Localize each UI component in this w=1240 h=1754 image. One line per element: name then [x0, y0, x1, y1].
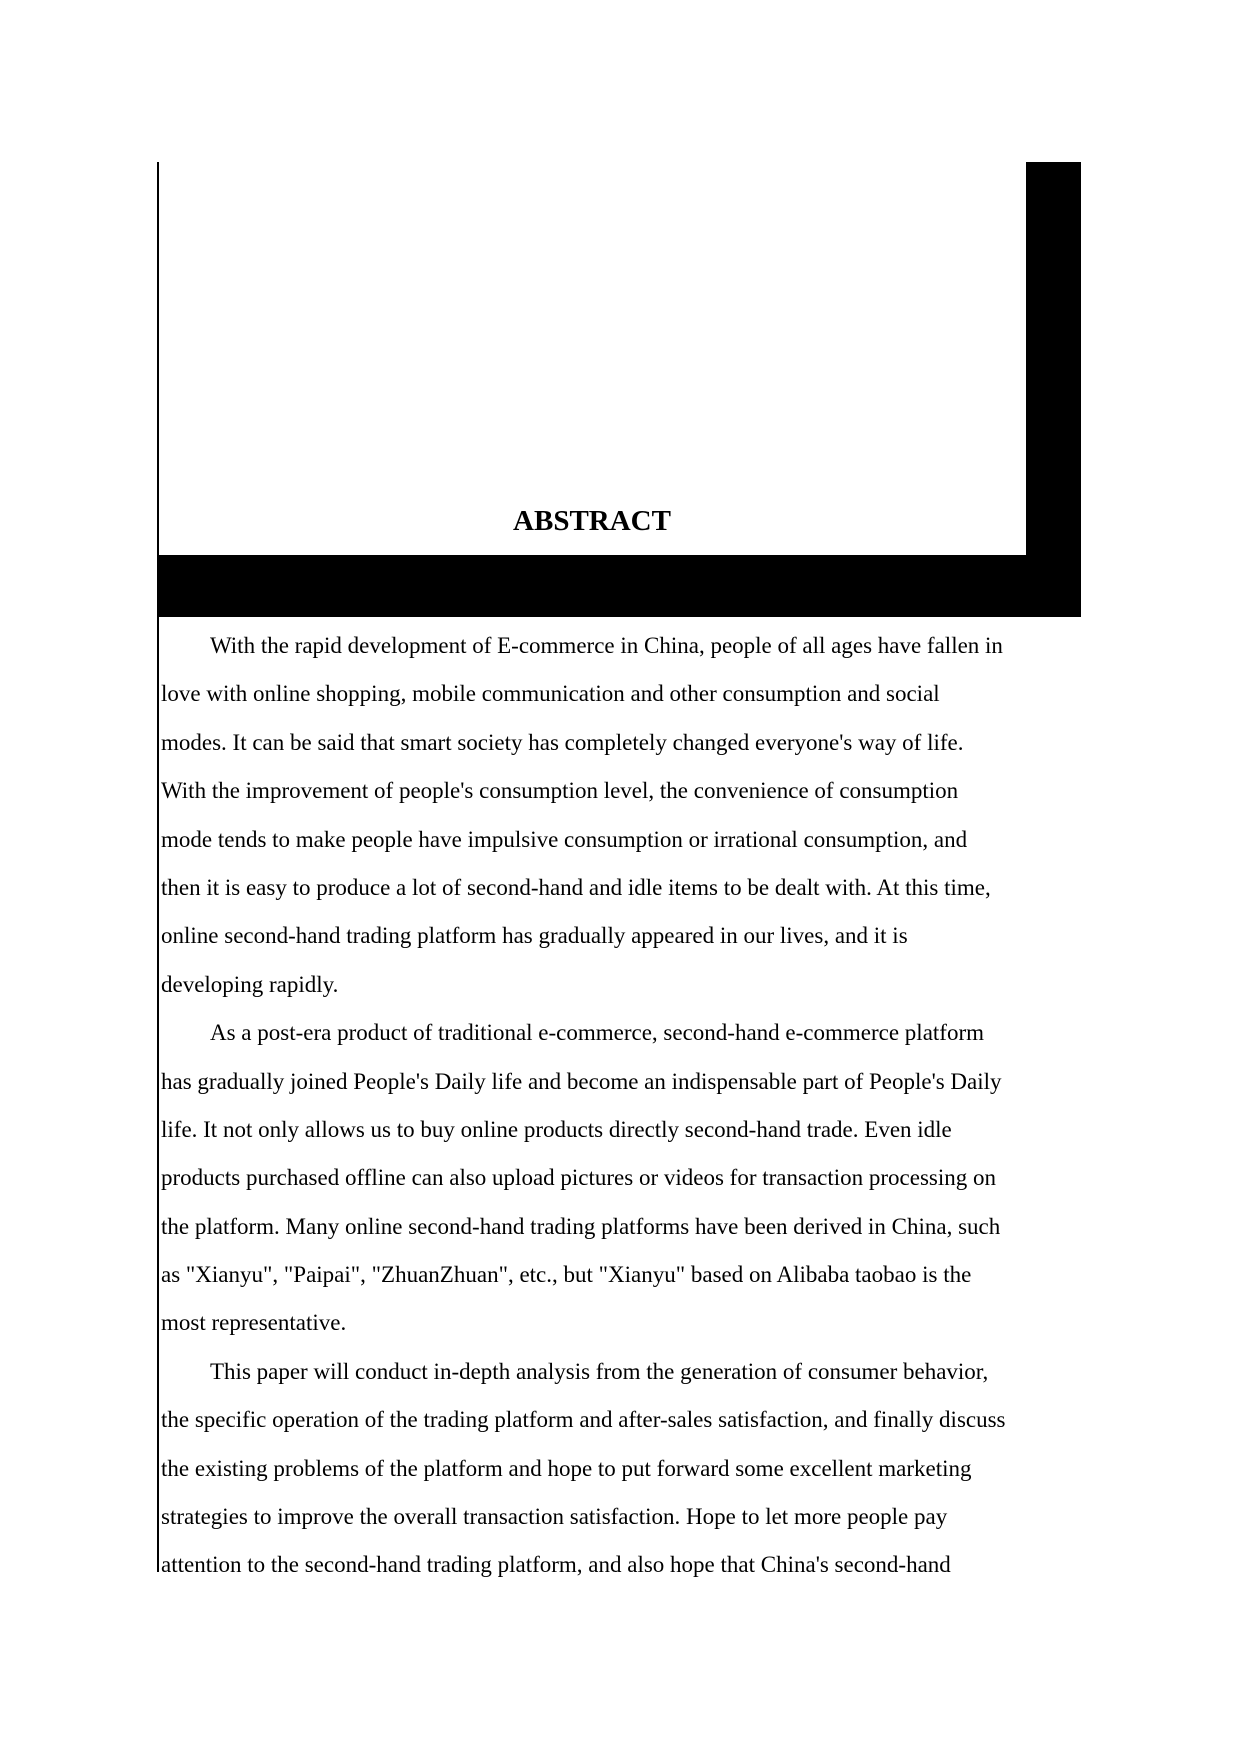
- text-line: then it is easy to produce a lot of second-hand and idle items to be dealt with. At this time,: [161, 874, 991, 900]
- abstract-body: [161, 622, 1091, 1590]
- left-margin-rule: [157, 162, 159, 1572]
- page-title: ABSTRACT: [513, 505, 671, 537]
- decorative-right-bar: [1026, 162, 1081, 617]
- text-line: love with online shopping, mobile communication and other consumption and social: [161, 681, 940, 707]
- abstract-paragraph-2: [161, 1009, 1091, 1348]
- text-line: the specific operation of the trading platform and after-sales satisfaction, and finally discuss: [161, 1407, 1006, 1433]
- text-line: With the improvement of people's consumption level, the convenience of consumption: [161, 778, 959, 804]
- text-line: developing rapidly.: [161, 971, 339, 997]
- text-line: products purchased offline can also upload pictures or videos for transaction processing on: [161, 1165, 997, 1191]
- text-line: This paper will conduct in-depth analysis from the generation of consumer behavior,: [210, 1358, 989, 1384]
- text-line: modes. It can be said that smart society has completely changed everyone's way of life.: [161, 729, 964, 755]
- abstract-paragraph-1: [161, 622, 1091, 1009]
- text-line: life. It not only allows us to buy online products directly second-hand trade. Even idle: [161, 1116, 952, 1142]
- text-line: With the rapid development of E-commerce in China, people of all ages have fallen in: [210, 633, 1003, 658]
- text-line: mode tends to make people have impulsive consumption or irrational consumption, and: [161, 826, 968, 852]
- decorative-title-underbar: [158, 555, 1081, 617]
- text-line: online second-hand trading platform has gradually appeared in our lives, and it is: [161, 923, 908, 949]
- abstract-paragraph-3: [161, 1348, 1091, 1590]
- text-line: as "Xianyu", "Paipai", "ZhuanZhuan", etc., but "Xianyu" based on Alibaba taobao is the: [161, 1262, 972, 1288]
- text-line: strategies to improve the overall transaction satisfaction. Hope to let more people pay: [161, 1504, 948, 1530]
- text-line: most representative.: [161, 1310, 347, 1336]
- text-line: the platform. Many online second-hand trading platforms have been derived in China, such: [161, 1213, 1001, 1239]
- text-line: As a post-era product of traditional e-commerce, second-hand e-commerce platform: [210, 1020, 985, 1046]
- text-line: the existing problems of the platform and hope to put forward some excellent marketing: [161, 1455, 972, 1481]
- text-line: attention to the second-hand trading platform, and also hope that China's second-hand: [161, 1552, 951, 1578]
- text-line: has gradually joined People's Daily life and become an indispensable part of People's Daily: [161, 1068, 1002, 1094]
